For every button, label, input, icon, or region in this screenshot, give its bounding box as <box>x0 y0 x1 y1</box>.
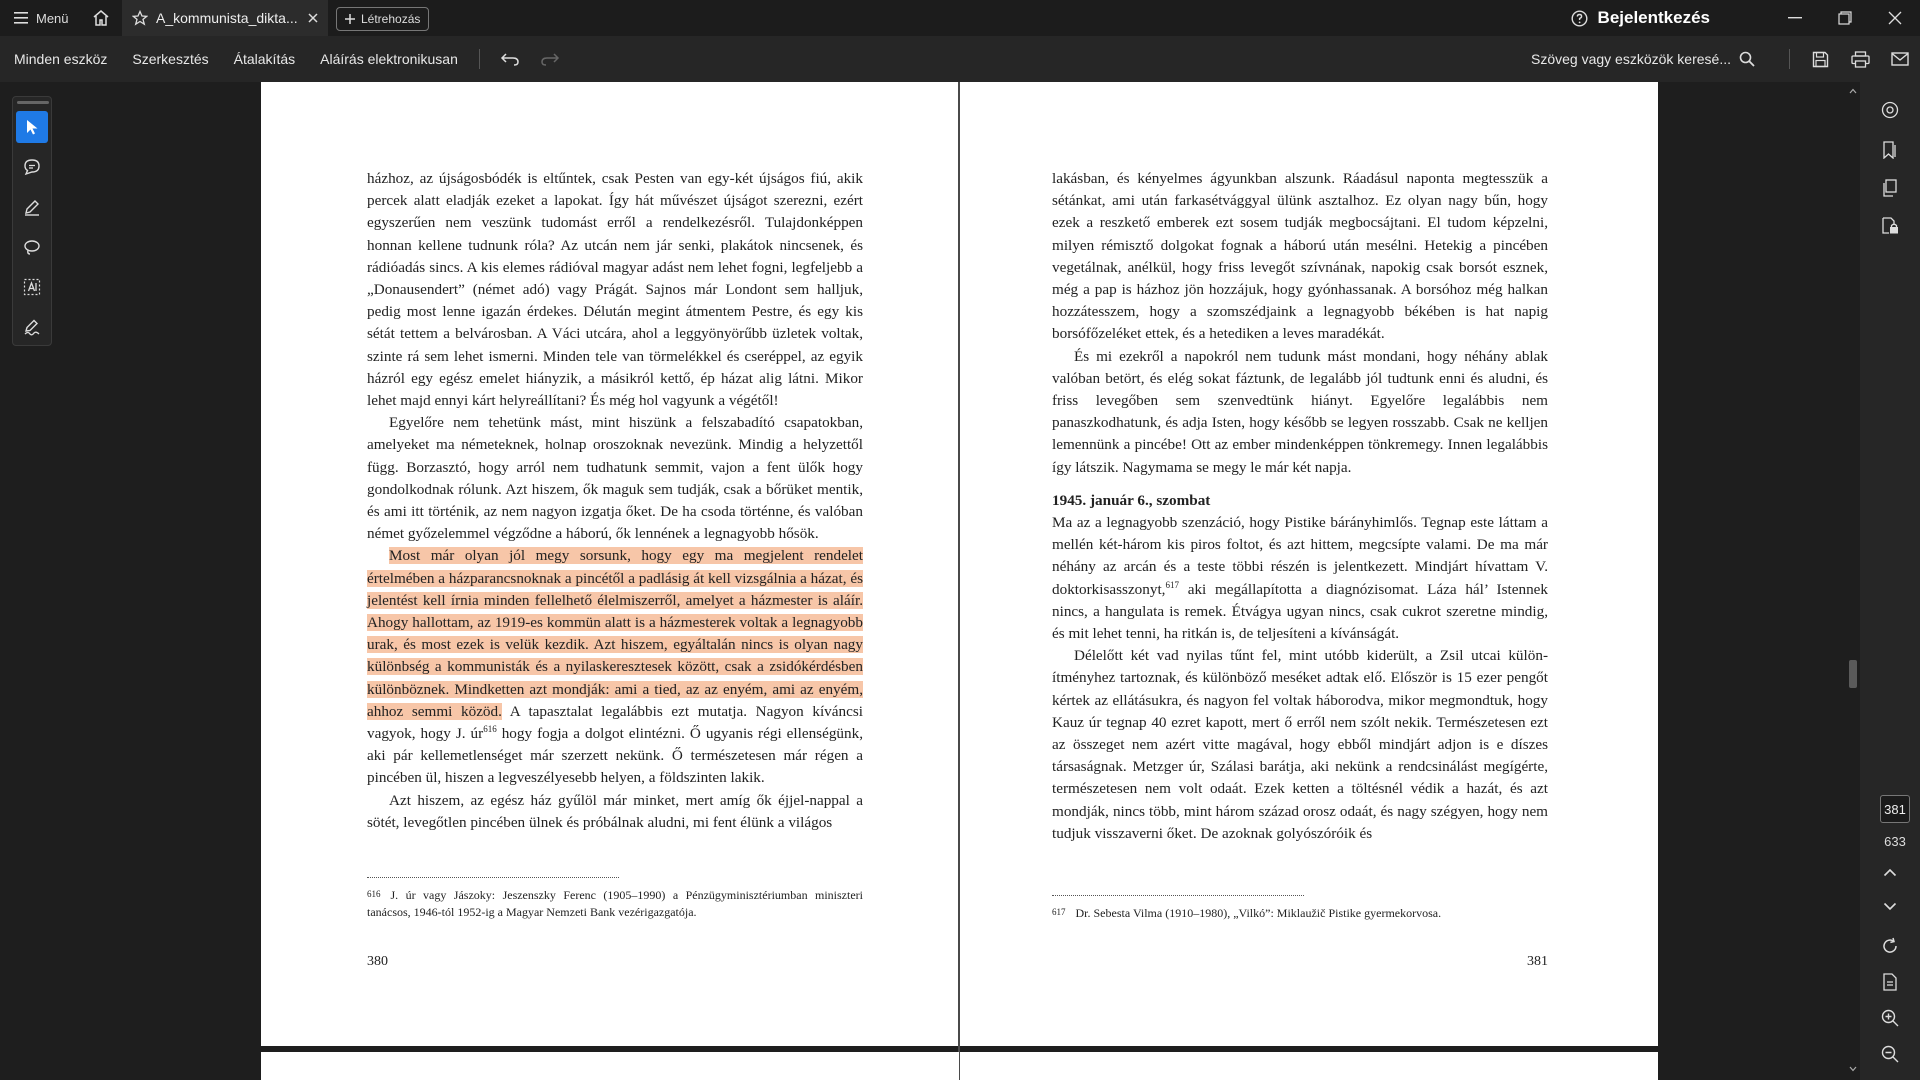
comment-icon <box>23 158 41 176</box>
toolbar-divider-right <box>1789 49 1790 69</box>
footnote-separator <box>1052 895 1304 896</box>
footnote-number: 617 <box>1052 907 1066 917</box>
scroll-up-icon[interactable] <box>1849 88 1857 94</box>
entry-heading: 1945. január 6., szombat <box>1052 491 1211 509</box>
redo-icon <box>540 52 560 66</box>
toolbar-sign[interactable]: Aláírás elektronikusan <box>320 51 458 67</box>
restore-button[interactable] <box>1820 0 1870 36</box>
sign-tool[interactable] <box>16 311 48 343</box>
page-fit-button[interactable] <box>1876 968 1904 996</box>
footnote-ref[interactable]: 617 <box>1165 579 1179 590</box>
page-number: 380 <box>367 954 388 969</box>
paragraph: És mi ezekről a napokról nem tudunk mást mondani, hogy néhány ablak valóban betört, és elég sokat fáztunk, de legalább jól tudtunk enni és aludni, és friss levegőben sem szenvedtünk hiányt. Egyelőre legalábbis nem panaszkodhatunk, és adja Isten, hogy később se legyen rosszabb. Csak ne kelljen lemennünk a pincébe! Ott az ember mindenképpen tönkremegy. Innen legalábbis így látszik. Nagymama se megy le már két napja. <box>1052 347 1548 476</box>
select-tool[interactable] <box>16 111 48 143</box>
text-box-icon <box>23 278 41 296</box>
mail-icon <box>1891 52 1909 66</box>
previous-page-button[interactable] <box>1876 858 1904 886</box>
bookmark-icon <box>1882 141 1898 159</box>
cursor-icon <box>25 119 39 135</box>
footnote-separator <box>367 877 619 878</box>
search-tools[interactable] <box>1531 36 1755 82</box>
tab-title: A_kommunista_dikta... <box>156 10 298 26</box>
close-icon <box>1888 11 1902 25</box>
draw-tool[interactable] <box>16 231 48 263</box>
minimize-icon <box>1788 17 1802 19</box>
document-lock-icon <box>1881 217 1899 235</box>
undo-icon <box>500 52 520 66</box>
main-toolbar <box>0 36 1920 82</box>
home-icon <box>92 9 110 27</box>
zoom-out-icon <box>1881 1045 1899 1063</box>
footnote-number: 616 <box>367 889 381 899</box>
zoom-out-button[interactable] <box>1876 1040 1904 1068</box>
toolbar-all-tools[interactable]: Minden eszköz <box>14 51 108 67</box>
menu-label: Menü <box>36 10 69 26</box>
text-select-tool[interactable] <box>16 271 48 303</box>
paragraph: Azt hiszem, az egész ház gyűlöl már minket, mert amíg ők éjjel-nappal a sötét, levegőtlen pincében ülnek és próbálnak aludni, mi fent élünk a világos <box>367 791 863 831</box>
create-label: Létrehozás <box>361 12 421 26</box>
footnote <box>367 886 863 921</box>
title-bar <box>0 0 1920 36</box>
footnote-text: Dr. Sebesta Vilma (1910–1980), „Vilkó”: Miklaužič Pistike gyermekorvosa. <box>1075 906 1442 920</box>
text-run: A tapasztalat legalábbis ezt mutatja. Nagyon kíváncsi vagyok, hogy J. úr <box>367 702 863 743</box>
zoom-in-icon <box>1881 1009 1899 1027</box>
paragraph <box>1052 512 1548 645</box>
pen-icon <box>23 198 41 216</box>
chevron-down-icon <box>1883 902 1897 911</box>
paragraph: Délelőtt két vad nyilas tűnt fel, mint utóbb kiderült, a Zsil utcai különítményhez tartoznak, és különböző meséket adtak elő. Először is 15 ezer pengőt kértek az ellátásukra, és nagyon fel voltak háborodva, mikor megmondtuk, hogy Kauz úr tegnap 40 ezret kapott, mert ő erről nem szólt nekik. Természetesen ezt az összeget nem azért vitte magával, hogy ebből mindjárt adjon is e díszes társaságnak. Metzger úr, Szálasi barátja, aki nekünk a rendcsinálást megígérte, természetesen nem volt odaát. Ezek ketten a töltésnél védik a hazát, és azt mondják, nincs több, mint három század orosz odaát, és nagy szégyen, hogy nem tudjuk visszaverni őket. De azoknak golyószóróik és <box>1052 647 1548 842</box>
undo-button[interactable] <box>490 36 530 82</box>
star-icon[interactable] <box>132 10 148 26</box>
restore-icon <box>1838 11 1852 25</box>
close-window-button[interactable] <box>1870 0 1920 36</box>
email-button[interactable] <box>1880 36 1920 82</box>
comment-tool[interactable] <box>16 151 48 183</box>
toolbar-convert[interactable]: Átalakítás <box>233 51 296 67</box>
save-button[interactable] <box>1800 36 1840 82</box>
pages-panel-button[interactable] <box>1876 174 1904 202</box>
document-tab[interactable] <box>122 0 328 36</box>
footnote <box>1052 904 1548 922</box>
chevron-up-icon <box>1883 868 1897 877</box>
attachments-panel-button[interactable] <box>1876 212 1904 240</box>
paragraph: házhoz, az újságosbódék is eltűntek, csak Pesten van egy-két újságos fiú, akik percek alatt eladják ezeket a lapokat. Így hát művészet újságot szerezni, ezért egyszerűen nem veszünk tudomást erről a rendelkezésről. Tulajdonképpen honnan kellene tudnunk róla? Az utcán nem jár senki, plakátok nincsenek, és rádióadás sincs. A kis elemes rádióval magyar adást nem lehet fogni, legfeljebb a „Donausendert” (német adó) vagy Prágát. Sajnos már Londont sem halljuk, pedig most lenne igazán érdekes. Délután megint átmentem Pestre, és egy kis sétát tettem a belvárosban. A Váci utcára, ahol a leggyönyörűbb üzletek voltak, szinte rá sem lehet ismerni. Minden tele van törmelékkel és cseréppel, az egyik házról egy egész emelet hiányzik, a másikról kettő, ép házat alig látni. Mikor lehet majd ennyi kárt helyreállítani? És még hol vagyunk a végétől! <box>367 170 863 410</box>
total-pages: 633 <box>1884 834 1906 849</box>
pages-icon <box>1882 179 1898 197</box>
comments-panel-button[interactable] <box>1876 96 1904 124</box>
login-button[interactable]: Bejelentkezés <box>1597 8 1710 27</box>
text-run: hogy fogja a dolgot elintézni. Ő ugyanis régi ellenségünk, aki pár kellemetlenséget már szerzett nekünk. Ő természetesen már régen a pincében ül, hiszen a legveszélyesebb helyen, a földszinten lakik. <box>367 725 863 787</box>
search-label: Szöveg vagy eszközök keresé... <box>1531 51 1731 67</box>
print-button[interactable] <box>1840 36 1880 82</box>
paragraph: lakásban, és kényelmes ágyunkban alszunk. Ráadásul naponta megtesszük a sétánkat, ami után farkasétvággyal ülünk asztalhoz. Ez olyan nagy bűn, hogy ezek a reszkető emberek ezt sosem tudják megbocsájtani. El tudom képzelni, milyen rémisztő dolgokat fognak a háború után mesélni. Hetekig a pincében vegetálnak, anélkül, hogy friss levegőt szívnának, napokig csak borsót esznek, még a pap is házhoz jön hozzájuk, hogy gyónhassanak. A borsóhoz még halkan hozzátesszem, hogy a szomszédjaink a legnagyobb békében is hat napig borsófőzeléket ettek, és a hetediken a leves maradékát. <box>1052 170 1548 343</box>
zoom-in-button[interactable] <box>1876 1004 1904 1032</box>
text-run: aki megállapította a diagnózisomat. Láza hál’ Istennek nincs, a hangulata is remek. Étvágya ugyan nincs, csak cukrot szeretne mindig, és mit lehet tenni, ha ritkán is, de teljesíteni a kívánságát. <box>1052 580 1548 643</box>
signature-icon <box>23 318 41 336</box>
pdf-page-381[interactable] <box>960 82 1658 1046</box>
toolbar-divider <box>479 49 480 69</box>
highlighted-text[interactable]: Most már olyan jól megy sorsunk, hogy egy ma megjelent rendelet értelmében a házparancsnoknak a pincétől a padlásig át kell vizsgálnia a házat, és jelentést kell írnia minden fellelhető élelmiszerről, amelyet a házmester is aláír. Ahogy hallottam, az 1919-es kommün alatt is a házmesterek voltak a legnagyobb urak, és most ezek is velük kezdik. Azt hiszem, egyáltalán nincs is olyan nagy különbség a kommunisták és a nyilaskeresztesek között, csak a zsidókérdésben különböznek. Mindketten azt mondják: ami a tied, az az enyém, ami az enyém, ahhoz semmi közöd. <box>367 547 863 720</box>
page-fit-icon <box>1882 973 1898 991</box>
text-run: Ma az a legnagyobb szenzáció, hogy Pistike bárányhimlős. Tegnap este láttam a mellén két-három kis piros foltot, és azt hittem, megcsípte valami. De ma már néhány az arcán és a teste többi részén is jelentkezett. Mindjárt hívattam V. doktorkisasszonyt, <box>1052 514 1548 598</box>
help-icon[interactable] <box>1562 0 1598 36</box>
menu-button[interactable] <box>0 0 83 36</box>
search-icon <box>1739 51 1755 67</box>
at-sign-icon <box>1881 101 1899 119</box>
redo-button[interactable] <box>530 36 570 82</box>
minimize-button[interactable] <box>1770 0 1820 36</box>
vertical-scrollbar[interactable] <box>1846 82 1860 1080</box>
scrollbar-thumb[interactable] <box>1849 660 1857 688</box>
next-page-left[interactable] <box>261 1052 959 1080</box>
print-icon <box>1851 51 1870 68</box>
footnote-text: J. úr vagy Jászoky: Jeszenszky Ferenc (1905–1990) a Pénzügyminisztériumban miniszteri tanácsos, 1946-tól 1952-ig a Magyar Nemzeti Bank vezérigazgatója. <box>367 888 863 919</box>
toolbar-edit[interactable]: Szerkesztés <box>132 51 209 67</box>
close-tab-icon[interactable] <box>308 13 318 23</box>
home-button[interactable] <box>83 0 119 36</box>
pdf-page-380[interactable] <box>261 82 959 1046</box>
next-page-right[interactable] <box>960 1052 1658 1080</box>
right-rail <box>1860 82 1920 1080</box>
save-icon <box>1812 51 1829 68</box>
page-body-text <box>1052 168 1548 845</box>
lasso-icon <box>23 238 41 256</box>
hamburger-icon <box>14 12 28 24</box>
highlight-tool[interactable] <box>16 191 48 223</box>
page-number: 381 <box>1527 954 1548 969</box>
bookmarks-panel-button[interactable] <box>1876 136 1904 164</box>
create-button[interactable] <box>336 7 429 31</box>
page-body-text <box>367 168 863 834</box>
panel-grip[interactable] <box>17 101 49 104</box>
rotate-button[interactable] <box>1876 932 1904 960</box>
current-page-input[interactable]: 381 <box>1880 795 1910 823</box>
quick-tools-panel <box>12 96 52 346</box>
plus-icon <box>345 14 355 24</box>
refresh-icon <box>1881 937 1899 955</box>
page-spread-divider <box>958 82 960 1080</box>
scroll-down-icon[interactable] <box>1849 1066 1857 1072</box>
paragraph: Egyelőre nem tehetünk mást, mint hiszünk a felszabadító csapatokban, amelyeket ma németeknek, holnap oroszoknak nevezünk. Mindig a helyzettől függ. Borzasztó, hogy arról nem tudhatunk semmit, vajon a fent ülők hogy gondolkodnak rólunk. Azt hiszem, ők maguk sem tudják, csak a bőrüket mentik, és ami itt történik, az nem nagyon izgatja őket. De ha csoda történne, és valóban német győzelemmel végződne a háború, ők lennének a legnagyobb hősök. <box>367 414 863 543</box>
paragraph <box>367 545 863 789</box>
footnote-ref[interactable]: 616 <box>483 724 497 735</box>
next-page-button[interactable] <box>1876 892 1904 920</box>
